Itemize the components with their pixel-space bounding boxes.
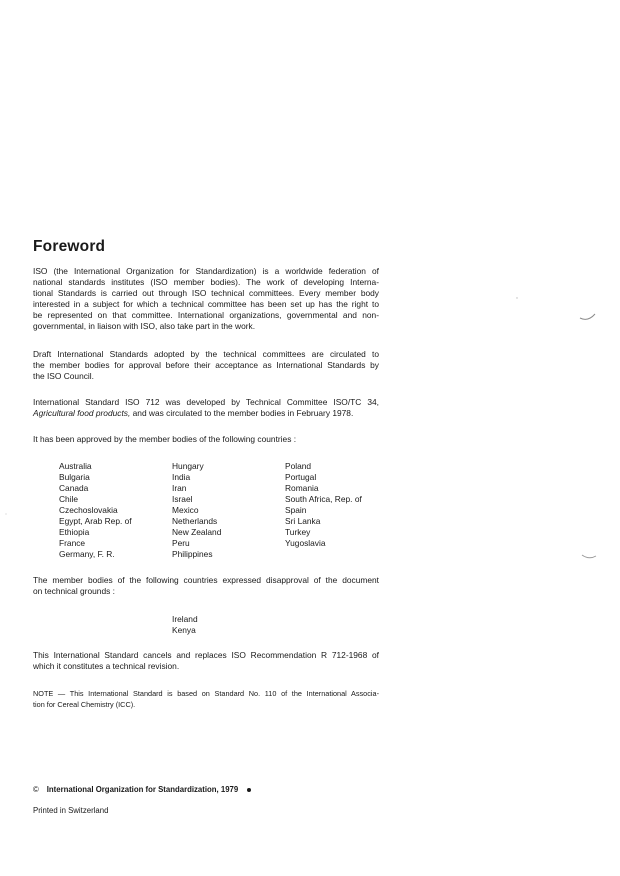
text-line: NOTE — This International Standard is based on Standard No. 110 of the International Associa- bbox=[33, 689, 379, 698]
country-item: Hungary bbox=[172, 461, 204, 471]
country-item: Mexico bbox=[172, 505, 199, 515]
country-item: New Zealand bbox=[172, 527, 222, 537]
scan-dot-icon bbox=[4, 512, 8, 516]
text-line: International Standard ISO 712 was developed by Technical Committee ISO/TC 34, bbox=[33, 397, 379, 407]
country-column bbox=[172, 461, 221, 560]
text-line: Draft International Standards adopted by the technical committees are circulated to bbox=[33, 349, 379, 359]
scan-dot-icon bbox=[515, 296, 519, 300]
disapproving-countries-list bbox=[172, 614, 198, 636]
country-item: Turkey bbox=[285, 527, 311, 537]
country-item: Romania bbox=[285, 483, 319, 493]
country-item: South Africa, Rep. of bbox=[285, 494, 362, 504]
note-paragraph bbox=[33, 688, 379, 710]
foreword-paragraph-development bbox=[33, 397, 379, 419]
foreword-paragraph-iso bbox=[33, 266, 379, 333]
text-line: interested in a subject for which a technical committee has been set up has the right to bbox=[33, 299, 379, 310]
country-item: India bbox=[172, 472, 191, 482]
country-item: Sri Lanka bbox=[285, 516, 321, 526]
replacement-paragraph bbox=[33, 650, 379, 672]
country-item: Egypt, Arab Rep. of bbox=[59, 516, 132, 526]
country-item: Canada bbox=[59, 483, 89, 493]
text-line: national standards institutes (ISO member bodies). The work of developing Interna- bbox=[33, 277, 379, 288]
committee-title: Agricultural food products, bbox=[33, 408, 131, 419]
country-column bbox=[59, 461, 132, 560]
country-item: Czechoslovakia bbox=[59, 505, 118, 515]
country-item: Kenya bbox=[172, 625, 196, 636]
text-line: the member bodies for approval before their acceptance as International Standards by bbox=[33, 360, 379, 371]
text-line bbox=[33, 408, 379, 419]
scan-mark-icon bbox=[578, 310, 598, 322]
copyright-symbol: © bbox=[33, 785, 39, 794]
country-item: Peru bbox=[172, 538, 190, 548]
country-item: Israel bbox=[172, 494, 193, 504]
country-item: Australia bbox=[59, 461, 92, 471]
country-item: Portugal bbox=[285, 472, 317, 482]
page-title: Foreword bbox=[33, 238, 106, 255]
approval-intro bbox=[33, 434, 379, 445]
approving-countries-list bbox=[59, 461, 389, 561]
country-item: Bulgaria bbox=[59, 472, 90, 482]
copyright-line bbox=[33, 785, 251, 794]
disapproval-intro bbox=[33, 575, 379, 597]
text-line: This International Standard cancels and replaces ISO Recommendation R 712-1968 of bbox=[33, 650, 379, 660]
text-line: governmental, in liaison with ISO, also take part in the work. bbox=[33, 321, 256, 332]
country-item: Philippines bbox=[172, 549, 213, 559]
text-line: tion for Cereal Chemistry (ICC). bbox=[33, 700, 136, 709]
text-line: tional Standards is carried out through ISO technical committees. Every member body bbox=[33, 288, 379, 299]
country-item: France bbox=[59, 538, 86, 548]
country-item: Iran bbox=[172, 483, 187, 493]
country-item: Netherlands bbox=[172, 516, 218, 526]
text-line: which it constitutes a technical revision. bbox=[33, 661, 180, 672]
text-line: the ISO Council. bbox=[33, 371, 94, 382]
printed-in-line: Printed in Switzerland bbox=[33, 806, 109, 815]
scan-mark-icon bbox=[580, 552, 598, 562]
country-item: Chile bbox=[59, 494, 79, 504]
country-item: Ethiopia bbox=[59, 527, 90, 537]
country-column bbox=[285, 461, 362, 549]
text-line: on technical grounds : bbox=[33, 586, 115, 597]
text-fragment: and was circulated to the member bodies in February 1978. bbox=[130, 408, 354, 419]
text-line: ISO (the International Organization for Standardization) is a worldwide federation of bbox=[33, 266, 379, 276]
text-line: The member bodies of the following countries expressed disapproval of the document bbox=[33, 575, 379, 585]
foreword-paragraph-drafts bbox=[33, 349, 379, 382]
country-item: Spain bbox=[285, 505, 307, 515]
bullet-dot-icon bbox=[247, 788, 251, 792]
country-item: Germany, F. R. bbox=[59, 549, 115, 559]
copyright-text: International Organization for Standardization, 1979 bbox=[46, 785, 239, 794]
country-item: Yugoslavia bbox=[285, 538, 326, 548]
country-item: Ireland bbox=[172, 614, 198, 624]
text-line: be represented on that committee. International organizations, governmental and non- bbox=[33, 310, 379, 321]
text-line: It has been approved by the member bodies of the following countries : bbox=[33, 434, 297, 444]
country-item: Poland bbox=[285, 461, 312, 471]
